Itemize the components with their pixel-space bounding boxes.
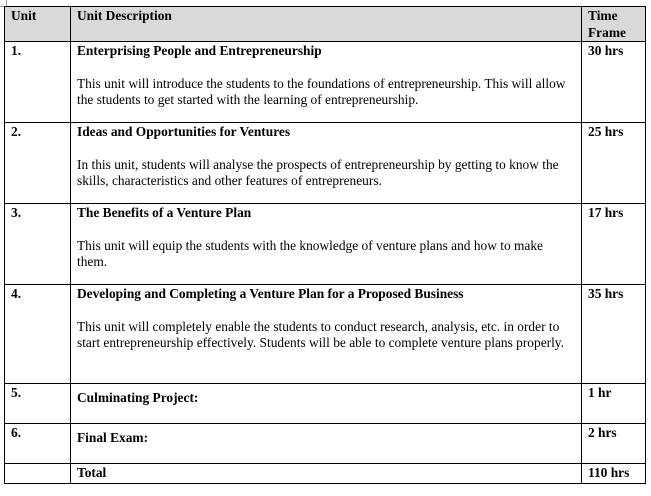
- unit-title: Developing and Completing a Venture Plan for a Proposed Business: [77, 286, 464, 301]
- unit-description: This unit will introduce the students to the foundations of entrepreneurship. This will allow the students to get started with the learning of entrepreneurship.: [77, 75, 566, 107]
- total-label: Total: [71, 464, 582, 484]
- header-time-frame: Time Frame: [582, 7, 646, 42]
- unit-description: In this unit, students will analyse the prospects of entrepreneurship by getting to know the skills, characteristics and other features of entrepreneurs.: [77, 156, 559, 188]
- unit-number: 2.: [5, 123, 71, 204]
- unit-time: 30 hrs: [582, 42, 646, 123]
- unit-description-cell: [71, 424, 582, 464]
- table-row: [5, 424, 646, 464]
- table-header-row: [5, 7, 646, 42]
- unit-number: 6.: [5, 424, 71, 464]
- unit-description-cell: [71, 123, 582, 204]
- total-empty-cell: [5, 464, 71, 484]
- unit-time: 17 hrs: [582, 204, 646, 285]
- unit-title: Enterprising People and Entrepreneurship: [77, 43, 322, 58]
- total-row: [5, 464, 646, 484]
- total-time: 110 hrs: [582, 464, 646, 484]
- unit-title: Ideas and Opportunities for Ventures: [77, 124, 291, 139]
- header-description: Unit Description: [71, 7, 582, 42]
- unit-description: This unit will equip the students with the knowledge of venture plans and how to make them.: [77, 237, 543, 269]
- unit-title: Culminating Project:: [77, 390, 199, 405]
- unit-number: 5.: [5, 384, 71, 424]
- unit-description-cell: [71, 285, 582, 384]
- unit-time: 25 hrs: [582, 123, 646, 204]
- unit-time: 35 hrs: [582, 285, 646, 384]
- table-row: [5, 123, 646, 204]
- table-row: [5, 384, 646, 424]
- table-row: [5, 285, 646, 384]
- unit-number: 1.: [5, 42, 71, 123]
- header-unit: Unit: [5, 7, 71, 42]
- course-units-table: [4, 6, 646, 484]
- unit-description-cell: [71, 42, 582, 123]
- unit-description: This unit will completely enable the students to conduct research, analysis, etc. in order to start entrepreneurship effectively. Students will be able to complete venture plans properly.: [77, 318, 564, 350]
- unit-time: 1 hr: [582, 384, 646, 424]
- unit-description-cell: [71, 384, 582, 424]
- table-row: [5, 42, 646, 123]
- table-row: [5, 204, 646, 285]
- unit-time: 2 hrs: [582, 424, 646, 464]
- unit-title: The Benefits of a Venture Plan: [77, 205, 252, 220]
- unit-number: 3.: [5, 204, 71, 285]
- unit-title: Final Exam:: [77, 430, 149, 445]
- unit-description-cell: [71, 204, 582, 285]
- unit-number: 4.: [5, 285, 71, 384]
